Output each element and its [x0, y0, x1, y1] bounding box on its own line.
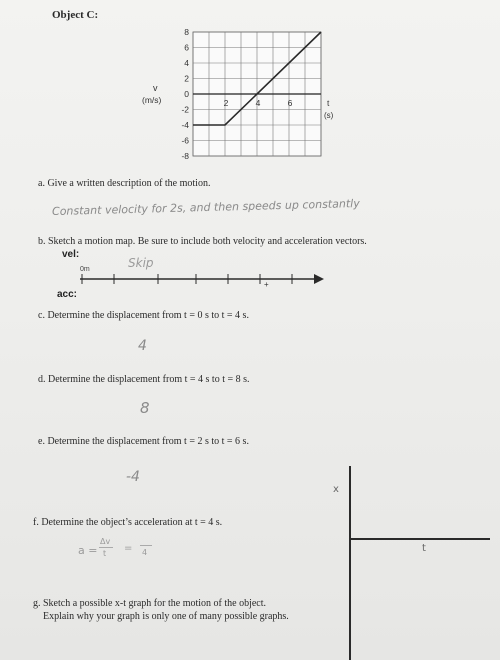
answer-b: Skip	[128, 256, 154, 270]
x-axis-label-t: t	[327, 98, 330, 108]
y-tick-label: 4	[184, 58, 189, 68]
answer-f-fraction-bar-2	[140, 545, 152, 546]
y-tick-label: -8	[181, 151, 189, 161]
xt-graph-t-label: t	[422, 543, 426, 554]
answer-a: Constant velocity for 2s, and then speeds up constantly	[51, 196, 360, 219]
y-axis-label-v: v	[153, 83, 158, 93]
xt-graph-horizontal-axis	[350, 538, 490, 540]
question-g-line-1: g. Sketch a possible x-t graph for the motion of the object.	[33, 598, 267, 609]
x-axis-label-units: (s)	[324, 111, 334, 120]
y-tick-label: -6	[181, 135, 189, 146]
acc-label: acc:	[57, 289, 78, 300]
y-axis-label-units: (m/s)	[142, 95, 162, 105]
answer-e: -4	[126, 469, 140, 485]
y-tick-label: 2	[184, 73, 189, 84]
question-g-line-2: Explain why your graph is only one of many possible graphs.	[43, 611, 289, 622]
question-c: c. Determine the displacement from t = 0 s to t = 4 s.	[38, 310, 249, 321]
answer-f-numerator: Δv	[100, 537, 111, 546]
origin-label: 0m	[80, 266, 90, 273]
answer-c: 4	[138, 338, 147, 354]
question-d: d. Determine the displacement from t = 4 s to t = 8 s.	[38, 374, 250, 385]
answer-f-lhs: a =	[78, 544, 98, 557]
answer-f-fraction-bar	[99, 547, 113, 548]
answer-f-denominator: t	[103, 549, 107, 558]
velocity-time-graph	[140, 28, 350, 163]
plus-label: +	[264, 280, 269, 289]
y-tick-label: -2	[181, 104, 189, 115]
xt-graph-x-label: x	[333, 484, 339, 495]
y-tick-label: 0	[184, 89, 189, 99]
answer-f-equals: =	[124, 543, 133, 554]
vel-label: vel:	[62, 249, 80, 260]
motion-map-axis	[78, 272, 328, 292]
y-axis-ticks	[181, 28, 189, 161]
question-b: b. Sketch a motion map. Be sure to include both velocity and acceleration vectors.	[38, 236, 367, 247]
x-tick-label: 2	[223, 98, 229, 108]
y-tick-label: -4	[181, 120, 189, 130]
x-tick-label: 4	[255, 98, 261, 108]
question-f: f. Determine the object’s acceleration at t = 4 s.	[33, 517, 223, 528]
page-title: Object C:	[52, 9, 99, 21]
question-a: a. Give a written description of the motion.	[38, 178, 211, 189]
x-tick-label: 6	[287, 98, 293, 108]
xt-graph-vertical-axis	[349, 466, 351, 660]
answer-d: 8	[140, 399, 150, 417]
y-tick-label: 6	[184, 42, 189, 53]
answer-f-denominator-2: 4	[142, 548, 148, 557]
y-tick-label: 8	[184, 28, 189, 37]
question-e: e. Determine the displacement from t = 2 s to t = 6 s.	[38, 436, 249, 447]
